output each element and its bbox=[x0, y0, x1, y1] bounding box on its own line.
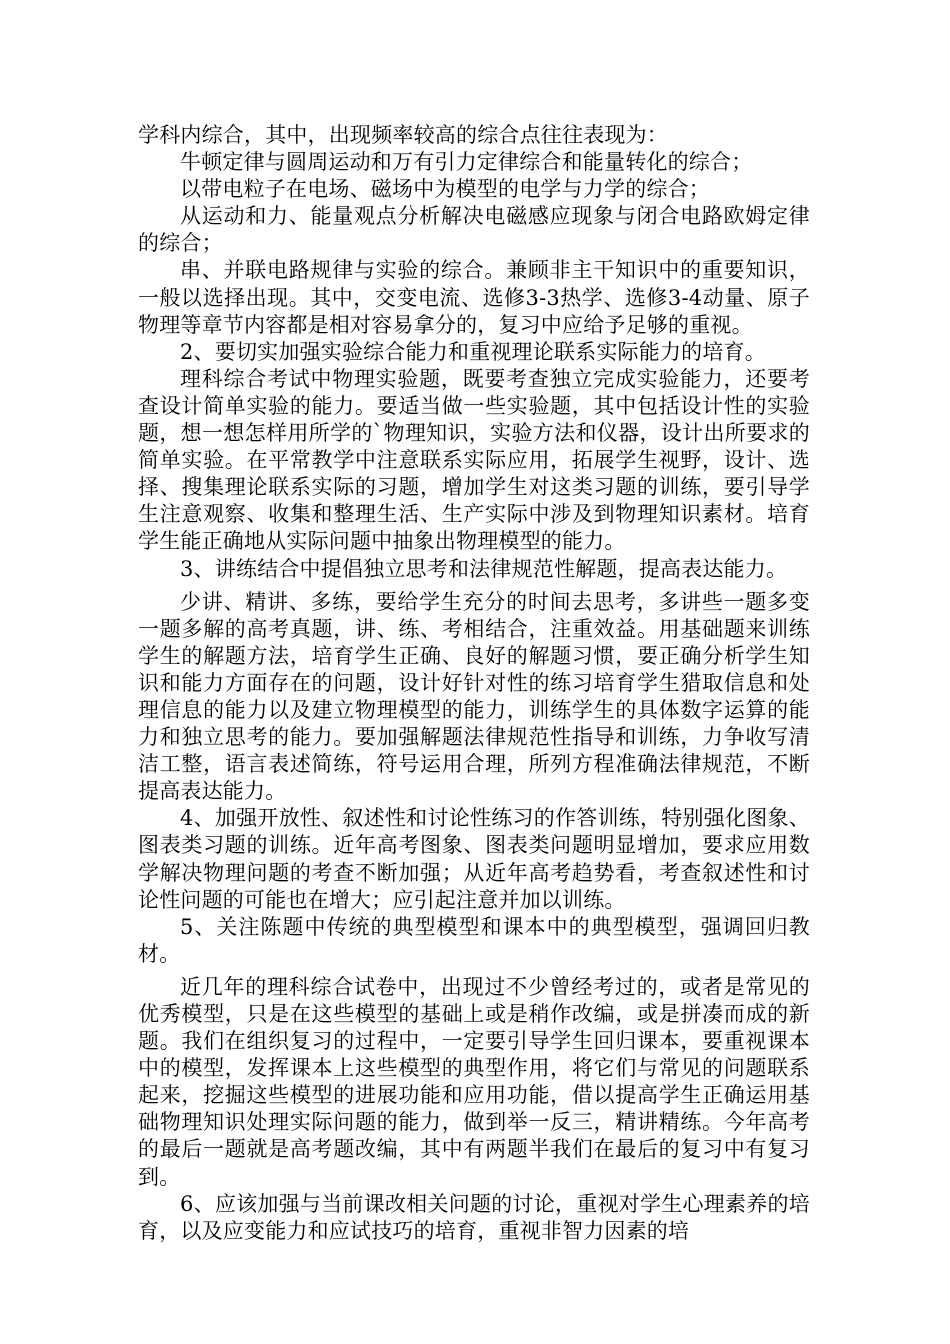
paragraph-9: 少讲、精讲、多练，要给学生充分的时间去思考，多讲些一题多变一题多解的高考真题，讲、练、考相结合，注重效益。用基础题来训练学生的解题方法，培育学生正确、良好的解题习惯，要正确分析学生知识和能力方面存在的问题，设计好针对性的练习培育学生猎取信息和处理信息的能力以及建立物理模型的能力，训练学生的具体数字运算的能力和独立思考的能力。要加强解题法律规范性指导和训练，力争收写清洁工整，语言表述简练，符号运用合理，所列方程准确法律规范，不断提高表达能力。 bbox=[138, 589, 810, 804]
paragraph-4: 从运动和力、能量观点分析解决电磁感应现象与闭合电路欧姆定律的综合； bbox=[138, 204, 810, 256]
paragraph-12: 近几年的理科综合试卷中，出现过不少曾经考过的，或者是常见的优秀模型，只是在这些模型的基础上或是稍作改编，或是拼凑而成的新题。我们在组织复习的过程中，一定要引导学生回归课本，要重视课本中的模型，发挥课本上这些模型的典型作用，将它们与常见的问题联系起来，挖掘这些模型的进展功能和应用功能，借以提高学生正确运用基础物理知识处理实际问题的能力，做到举一反三，精讲精练。今年高考的最后一题就是高考题改编，其中有两题半我们在最后的复习中有复习到。 bbox=[138, 974, 810, 1189]
section-heading-6: 6、应该加强与当前课改相关问题的讨论，重视对学生心理素养的培育，以及应变能力和应试技巧的培育，重视非智力因素的培 bbox=[138, 1191, 810, 1243]
section-heading-2: 2、要切实加强实验综合能力和重视理论联系实际能力的培育。 bbox=[180, 339, 766, 364]
section-heading-4: 4、加强开放性、叙述性和讨论性练习的作答训练，特别强化图象、图表类习题的训练。近年高考图象、图表类问题明显增加，要求应用数学解决物理问题的考查不断加强；从近年高考趋势看，考查叙述性和讨论性问题的可能也在增大；应引起注意并加以训练。 bbox=[138, 806, 810, 912]
section-heading-5: 5、关注陈题中传统的典型模型和课本中的典型模型，强调回归教材。 bbox=[138, 914, 810, 966]
section-heading-3: 3、讲练结合中提倡独立思考和法律规范性解题，提高表达能力。 bbox=[180, 556, 788, 581]
paragraph-3: 以带电粒子在电场、磁场中为模型的电学与力学的综合； bbox=[180, 177, 710, 202]
paragraph-2: 牛顿定律与圆周运动和万有引力定律综合和能量转化的综合； bbox=[180, 150, 753, 175]
paragraph-5: 串、并联电路规律与实验的综合。兼顾非主干知识中的重要知识，一般以选择出现。其中，交变电流、选修3-3热学、选修3-4动量、原子物理等章节内容都是相对容易拿分的，复习中应给予足够的重视。 bbox=[138, 258, 810, 337]
paragraph-7: 理科综合考试中物理实验题，既要考查独立完成实验能力，还要考查设计简单实验的能力。要适当做一些实验题，其中包括设计性的实验题，想一想怎样用所学的`物理知识，实验方法和仪器，设计出所要求的简单实验。在平常教学中注意联系实际应用，拓展学生视野，设计、选择、搜集理论联系实际的习题，增加学生对这类习题的训练，要引导学生注意观察、收集和整理生活、生产实际中涉及到物理知识素材。培育学生能正确地从实际问题中抽象出物理模型的能力。 bbox=[138, 366, 810, 554]
document-body bbox=[138, 122, 810, 1245]
paragraph-1: 学科内综合，其中，出现频率较高的综合点往往表现为： bbox=[138, 123, 668, 147]
